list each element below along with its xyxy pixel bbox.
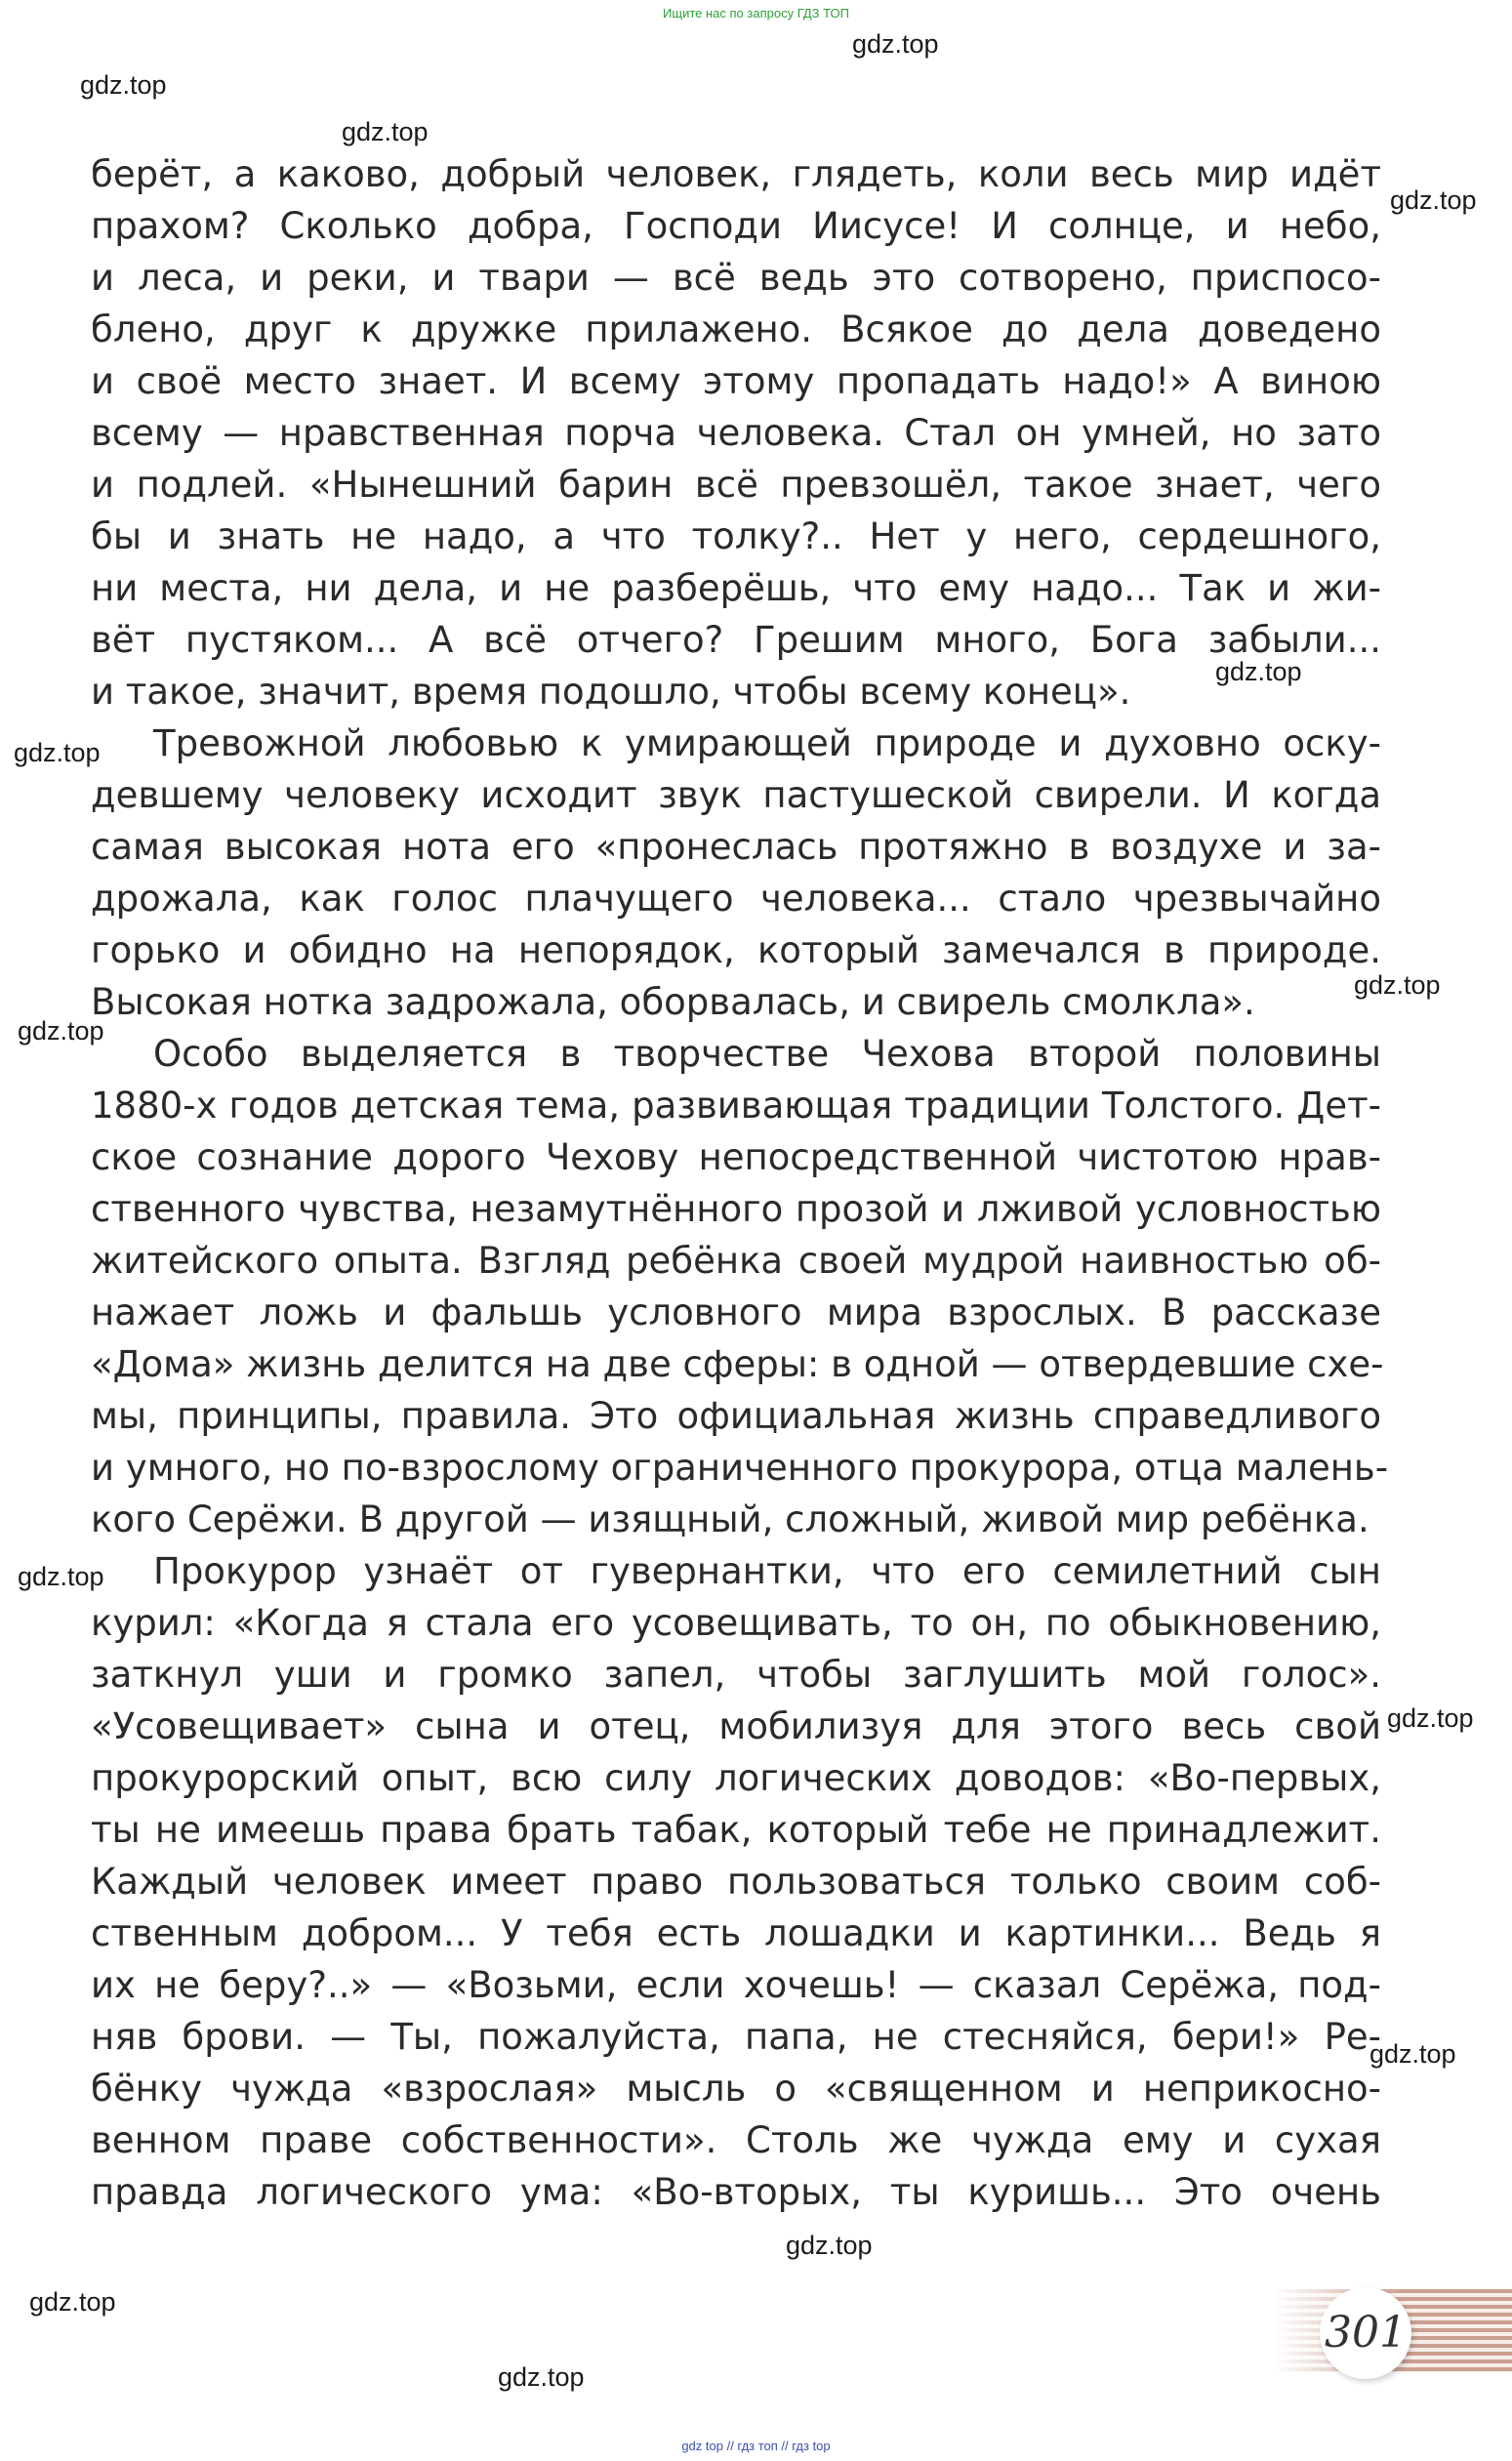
- watermark: gdz.top: [18, 1016, 104, 1046]
- text-line: блено, друг к дружке прилажено. Всякое до дела доведено: [91, 308, 1381, 350]
- text-line: нажает ложь и фальшь условного мира взрослых. В рассказе: [91, 1292, 1381, 1333]
- text-line: ни места, ни дела, и не разберёшь, что ему надо... Так и жи-: [91, 567, 1381, 609]
- text-line: 1880-х годов детская тема, развивающая традиции Толстого. Дет-: [91, 1085, 1381, 1127]
- text-line: и умного, но по-взрослому ограниченного прокурора, отца малень-: [91, 1447, 1389, 1489]
- text-line: «Дома» жизнь делится на две сферы: в одной — отвердевшие схе-: [91, 1343, 1384, 1385]
- text-line: их не беру?..» — «Возьми, если хочешь! — сказал Серёжа, под-: [91, 1964, 1381, 2006]
- text-line: ственного чувства, незамутнённого прозой и лживой условностью: [91, 1188, 1381, 1230]
- watermark: gdz.top: [1369, 2039, 1456, 2069]
- text-line: заткнул уши и громко запел, чтобы заглушить мой голос».: [91, 1654, 1381, 1696]
- text-line: и подлей. «Нынешний барин всё превзошёл, такое знает, чего: [91, 464, 1381, 506]
- watermark: gdz.top: [29, 2287, 116, 2317]
- watermark: gdz.top: [342, 117, 429, 146]
- text-line: всему — нравственная порча человека. Стал он умней, но зато: [91, 412, 1381, 454]
- text-line: Каждый человек имеет право пользоваться только своим соб-: [91, 1861, 1381, 1903]
- text-line: бы и знать не надо, а что толку?.. Нет у него, сердешного,: [91, 515, 1381, 557]
- body-text: [91, 148, 1389, 2218]
- text-line: самая высокая нота его «пронеслась протяжно в воздухе и за-: [91, 826, 1381, 868]
- text-line: правда логического ума: «Во-вторых, ты куришь... Это очень: [91, 2171, 1381, 2213]
- text-line: девшему человеку исходит звук пастушеской свирели. И когда: [91, 774, 1381, 816]
- text-line: и своё место знает. И всему этому пропадать надо!» А виною: [91, 360, 1381, 402]
- text-line: ское сознание дорого Чехову непосредственной чистотою нрав-: [91, 1136, 1381, 1178]
- text-line: дрожала, как голос плачущего человека... стало чрезвычайно: [91, 878, 1381, 920]
- watermark: gdz.top: [1390, 185, 1477, 215]
- text-line: прахом? Сколько добра, Господи Иисусе! И солнце, и небо,: [91, 205, 1381, 247]
- text-line: вёт пустяком... А всё отчего? Грешим много, Бога забыли...: [91, 619, 1381, 661]
- text-line: житейского опыта. Взгляд ребёнка своей мудрой наивностью об-: [91, 1240, 1381, 1282]
- watermark: gdz.top: [18, 1562, 104, 1591]
- watermark: gdz.top: [852, 29, 939, 59]
- text-line: Прокурор узнаёт от гувернантки, что его семилетний сын: [153, 1550, 1381, 1592]
- watermark: gdz.top: [1215, 657, 1302, 686]
- watermark: gdz.top: [14, 738, 101, 767]
- text-line: и такое, значит, время подошло, чтобы всему конец».: [91, 671, 1131, 713]
- text-line: Особо выделяется в творчестве Чехова второй половины: [153, 1033, 1381, 1075]
- top-banner: Ищите нас по запросу ГДЗ ТОП: [663, 6, 849, 21]
- text-line: ты не имеешь права брать табак, который тебе не принадлежит.: [91, 1809, 1381, 1851]
- text-line: кого Серёжи. В другой — изящный, сложный, живой мир ребёнка.: [91, 1498, 1369, 1540]
- text-line: «Усовещивает» сына и отец, мобилизуя для этого весь свой: [91, 1705, 1381, 1747]
- text-line: берёт, а каково, добрый человек, глядеть, коли весь мир идёт: [91, 153, 1381, 195]
- text-line: Высокая нотка задрожала, оборвалась, и свирель смолкла».: [91, 981, 1255, 1023]
- text-line: бёнку чужда «взрослая» мысль о «священном и неприкосно-: [91, 2068, 1381, 2110]
- page-number: 301: [1325, 2308, 1407, 2358]
- text-line: няв брови. — Ты, пожалуйста, папа, не стесняйся, бери!» Ре-: [91, 2016, 1381, 2058]
- text-line: и леса, и реки, и твари — всё ведь это сотворено, приспосо-: [91, 257, 1381, 299]
- text-line: мы, принципы, правила. Это официальная жизнь справедливого: [91, 1395, 1381, 1437]
- text-line: Тревожной любовью к умирающей природе и духовно оску-: [153, 722, 1381, 764]
- watermark: gdz.top: [80, 70, 167, 100]
- watermark: gdz.top: [498, 2362, 585, 2392]
- bottom-banner: gdz top // гдз топ // гдз top: [681, 2439, 831, 2453]
- text-line: прокурорский опыт, всю силу логических доводов: «Во-первых,: [91, 1757, 1381, 1799]
- text-line: горько и обидно на непорядок, который замечался в природе.: [91, 929, 1381, 971]
- text-line: венном праве собственности». Столь же чужда ему и сухая: [91, 2119, 1381, 2161]
- text-line: курил: «Когда я стала его усовещивать, то он, по обыкновению,: [91, 1602, 1381, 1644]
- watermark: gdz.top: [1354, 970, 1441, 1000]
- watermark: gdz.top: [1387, 1703, 1474, 1733]
- watermark: gdz.top: [786, 2231, 873, 2260]
- text-line: ственным добром... У тебя есть лошадки и картинки... Ведь я: [91, 1912, 1381, 1954]
